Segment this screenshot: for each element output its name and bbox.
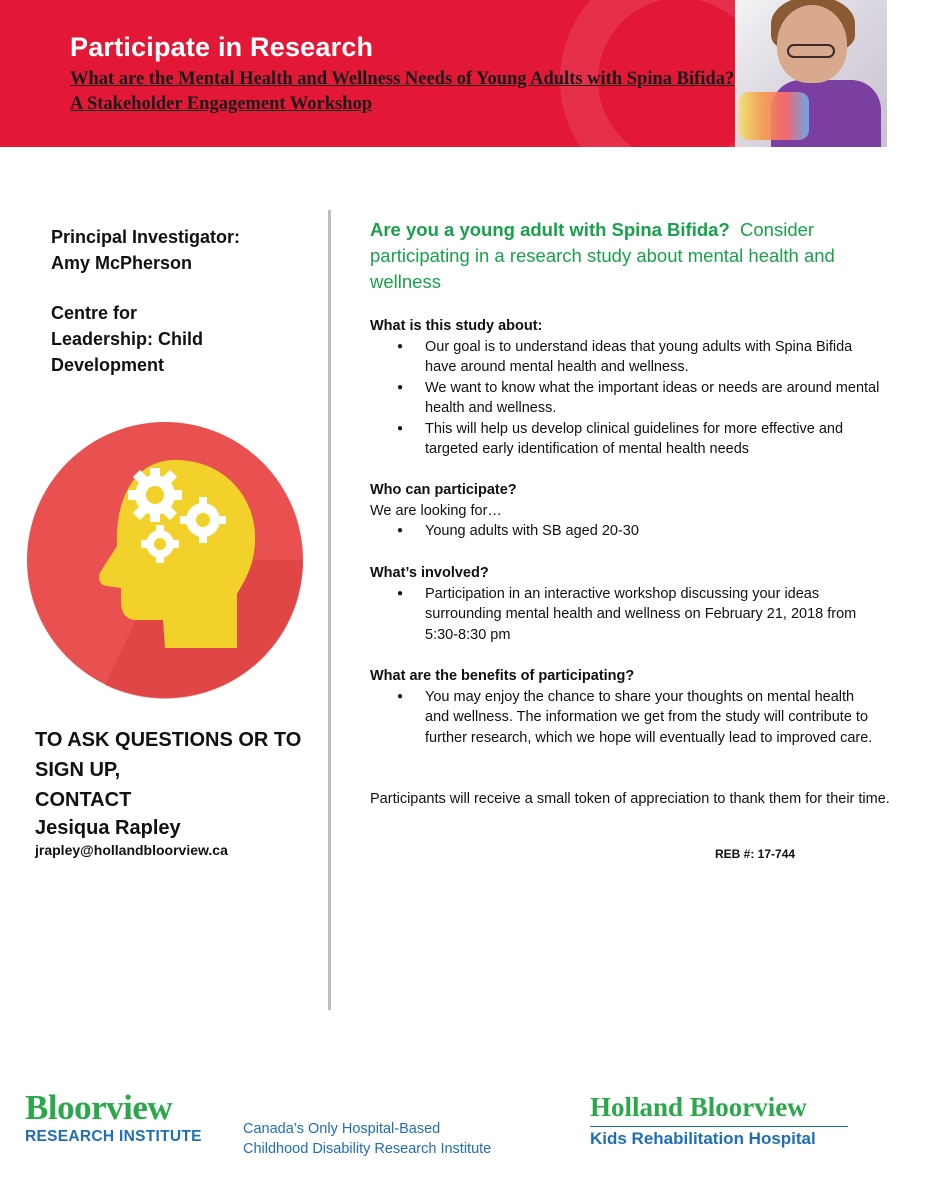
- bloorview-logo-sub: RESEARCH INSTITUTE: [25, 1128, 202, 1145]
- section-heading: What are the benefits of participating?: [370, 668, 635, 684]
- institute-tagline: [243, 1119, 491, 1159]
- bloorview-logo-word: Bloorview: [25, 1088, 173, 1127]
- centre-line: Leadership: Child: [51, 329, 204, 349]
- list-item: ● You may enjoy the chance to share your thoughts on mental health and wellness. The information we get from the study will contribute to further research, which we hope will eventually lead to improved care.: [425, 687, 890, 749]
- holland-bloorview-logo: [590, 1092, 855, 1149]
- lead-question-rest: Consider participating in a research study about mental health and wellness: [370, 219, 840, 292]
- head-gears-icon: [25, 420, 305, 700]
- reb-number: REB #: 17-744: [715, 847, 796, 861]
- who-section: [370, 480, 890, 542]
- centre-line: Development: [51, 355, 165, 375]
- pi-name: Amy McPherson: [51, 253, 193, 273]
- tagline-line: Canada’s Only Hospital-Based: [243, 1121, 441, 1137]
- study-title: What are the Mental Health and Wellness Needs of Young Adults with Spina Bifida? A Stakeholder Engagement Workshop: [70, 69, 735, 114]
- contact-email-link[interactable]: jrapley@hollandbloorview.ca: [35, 842, 228, 858]
- closing-text: Participants will receive a small token of appreciation to thank them for their time.: [370, 791, 890, 807]
- who-list: [370, 521, 890, 542]
- lead-question: [370, 217, 880, 295]
- contact-heading: [35, 725, 325, 815]
- section-heading: Who can participate?: [370, 482, 517, 498]
- contact-heading-line: TO ASK QUESTIONS OR TO: [35, 729, 302, 751]
- involved-list: [370, 584, 890, 646]
- tagline-line: Childhood Disability Research Institute: [243, 1141, 492, 1157]
- contact-heading-line: SIGN UP,: [35, 759, 121, 781]
- benefits-list: [370, 687, 890, 749]
- photo-glasses: [787, 44, 835, 58]
- closing-note: [370, 789, 890, 810]
- lead-question-bold: Are you a young adult with Spina Bifida?: [370, 219, 730, 240]
- list-item: ● Young adults with SB aged 20-30: [425, 521, 890, 542]
- holland-bloorview-logo-sub: Kids Rehabilitation Hospital: [590, 1129, 816, 1148]
- page-title: Participate in Research: [70, 32, 374, 62]
- holland-bloorview-logo-word: Holland Bloorview: [590, 1092, 807, 1122]
- section-intro: We are looking for…: [370, 502, 502, 519]
- list-item: ● This will help us develop clinical guidelines for more effective and targeted early identification of mental health needs: [425, 419, 890, 460]
- child-photo: [735, 0, 887, 147]
- contact-heading-line: CONTACT: [35, 789, 132, 811]
- involved-section: [370, 563, 890, 645]
- left-column: [0, 0, 330, 1200]
- logo-rule: [590, 1126, 848, 1127]
- contact-name: Jesiqua Rapley: [35, 817, 181, 839]
- list-item: ● Our goal is to understand ideas that young adults with Spina Bifida have around mental health and wellness.: [425, 337, 890, 378]
- list-item: ● We want to know what the important ideas or needs are around mental health and wellness.: [425, 378, 890, 419]
- about-list: [370, 337, 890, 460]
- photo-toy: [739, 92, 809, 140]
- centre-line: Centre for: [51, 303, 138, 323]
- pi-label: Principal Investigator:: [51, 227, 241, 247]
- benefits-section: [370, 666, 890, 748]
- section-heading: What’s involved?: [370, 565, 489, 581]
- centre-name: [51, 300, 281, 378]
- list-item: ● Participation in an interactive workshop discussing your ideas surrounding mental health and wellness on February 21, 2018 from 5:30-8:30 pm: [425, 584, 890, 646]
- section-heading: What is this study about:: [370, 318, 543, 334]
- column-divider: [328, 210, 331, 1010]
- bloorview-research-logo: [25, 1090, 202, 1146]
- about-section: [370, 316, 890, 460]
